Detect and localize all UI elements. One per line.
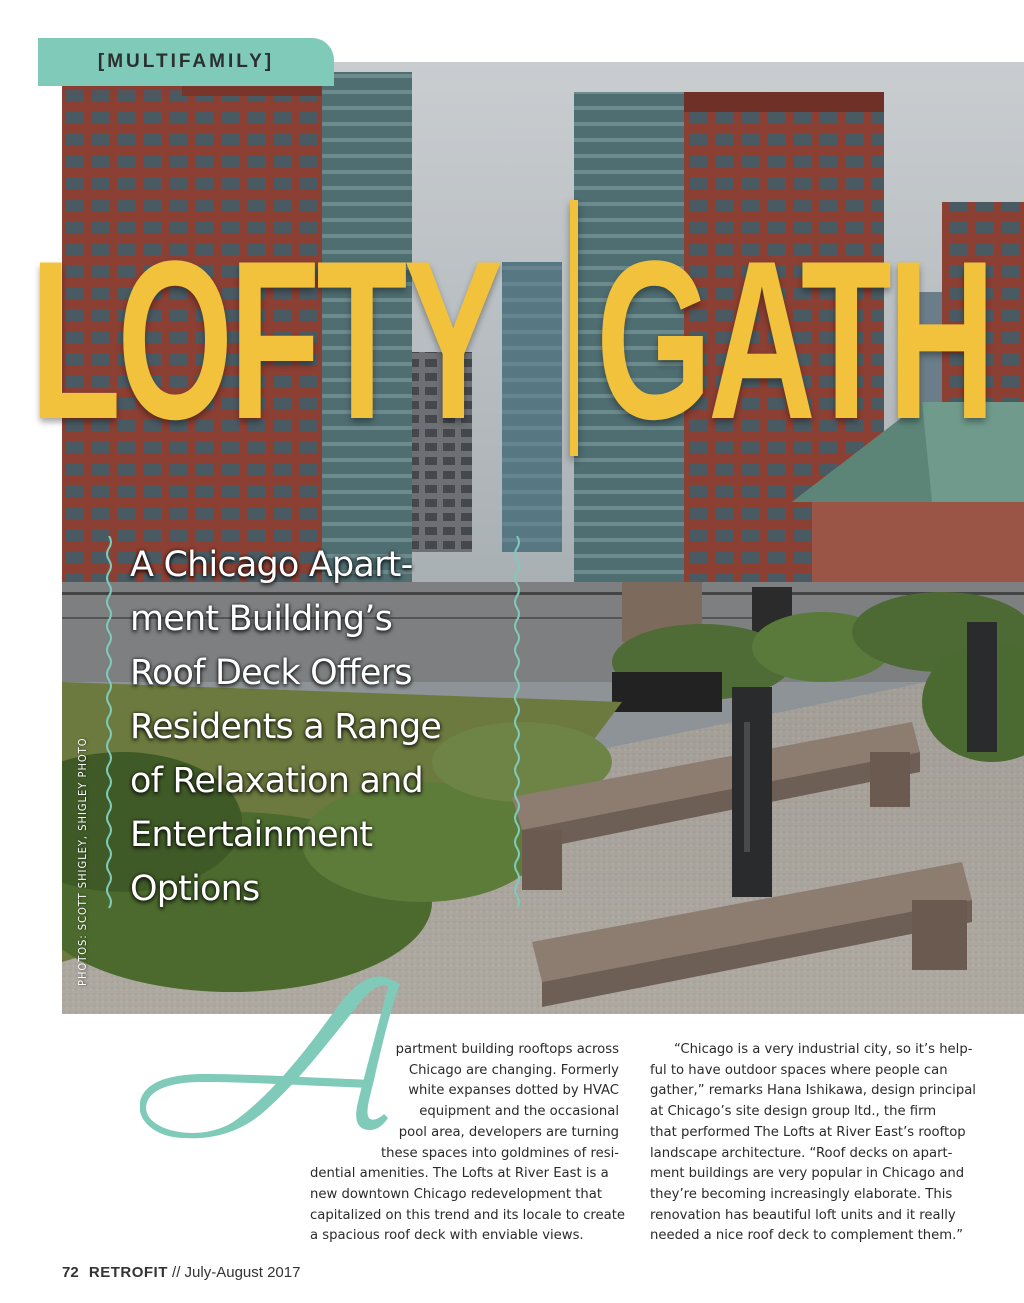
deck-block	[104, 536, 522, 914]
section-label: [MULTIFAMILY]	[97, 51, 275, 72]
headline-word-2: GATH	[596, 213, 992, 466]
left-wave-rule	[104, 536, 114, 914]
text-line: “Chicago is a very industrial city, so it’s help-	[674, 1042, 973, 1057]
deck-line: A Chicago Apart-	[130, 545, 413, 585]
drop-cap	[140, 970, 400, 1145]
text-line: these spaces into goldmines of resi-	[381, 1145, 619, 1161]
article-column-2	[650, 1040, 976, 1247]
text-line: gather,” remarks Hana Ishikawa, design principal	[650, 1083, 976, 1099]
text-line: pool area, developers are turning	[398, 1124, 619, 1140]
deck-line: Entertainment	[130, 815, 373, 855]
text-line: they’re becoming increasingly elaborate. This	[650, 1186, 953, 1202]
deck-text	[130, 538, 510, 916]
text-line: new downtown Chicago redevelopment that	[310, 1186, 603, 1202]
page-footer	[62, 1264, 300, 1281]
headline-divider	[570, 200, 578, 456]
text-line: a spacious roof deck with enviable views.	[310, 1228, 584, 1244]
text-line: ful to have outdoor spaces where people can	[650, 1062, 948, 1078]
drop-cap-letter	[140, 970, 400, 1140]
text-line: dential amenities. The Lofts at River East is a	[310, 1166, 609, 1182]
right-wave-rule	[512, 536, 522, 914]
headline-word-1: LOFTY	[30, 213, 500, 466]
folio-separator: //	[172, 1264, 181, 1281]
deck-line: Residents a Range	[130, 707, 442, 747]
text-line: renovation has beautiful loft units and it really	[650, 1207, 956, 1223]
text-line: ment buildings are very popular in Chicago and	[650, 1166, 965, 1182]
deck-line: Options	[130, 869, 260, 909]
text-line: at Chicago’s site design group ltd., the firm	[650, 1104, 937, 1120]
text-line: partment building rooftops across	[395, 1042, 619, 1057]
text-line: that performed The Lofts at River East’s rooftop	[650, 1124, 966, 1140]
deck-line: Roof Deck Offers	[130, 653, 412, 693]
issue-date: July-August 2017	[184, 1264, 301, 1281]
text-line: needed a nice roof deck to complement them.”	[650, 1228, 964, 1244]
page-number: 72	[62, 1264, 79, 1281]
text-line: white expanses dotted by HVAC	[408, 1083, 619, 1099]
text-line: landscape architecture. “Roof decks on apart-	[650, 1145, 953, 1161]
text-line: Chicago are changing. Formerly	[408, 1062, 619, 1078]
magazine-name: RETROFIT	[88, 1264, 168, 1281]
text-line: capitalized on this trend and its locale to create	[310, 1207, 625, 1223]
photo-credit: PHOTOS: SCOTT SHIGLEY, SHIGLEY PHOTO	[76, 737, 89, 986]
deck-line: of Relaxation and	[130, 761, 423, 801]
deck-line: ment Building’s	[130, 599, 393, 639]
text-line: equipment and the occasional	[419, 1104, 619, 1120]
section-tab	[38, 38, 334, 86]
